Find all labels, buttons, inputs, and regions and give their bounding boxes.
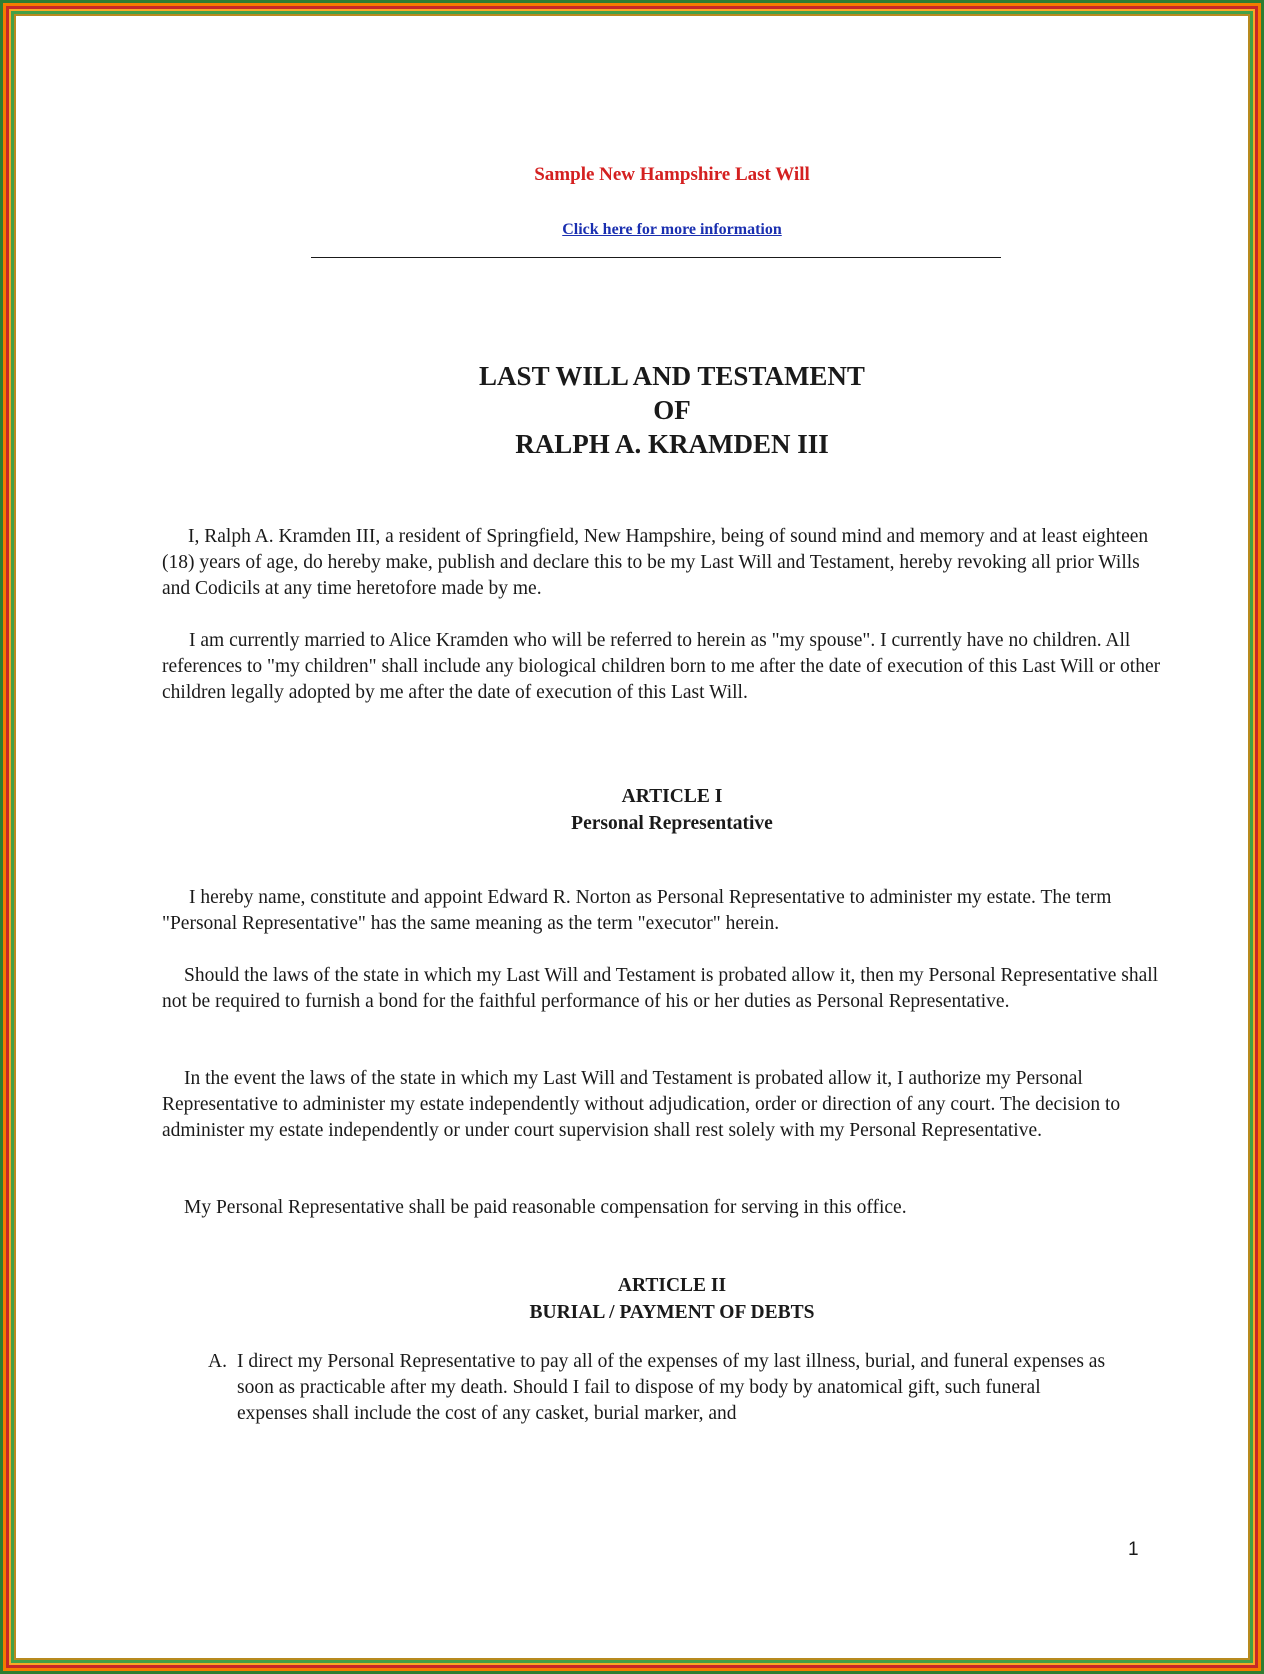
list-marker: A. [208, 1351, 227, 1372]
article-1-title: Personal Representative [571, 813, 773, 834]
more-information-link[interactable]: Click here for more information [562, 221, 782, 238]
article-1-paragraph-3: In the event the laws of the state in which my Last Will and Testament is probated allow it, I authorize my Personal Representative to administer my estate independently without adjudication, order or direction of any court. The decision to administer my estate independently or under court supervision shall rest solely with my Personal Representative. [162, 1068, 1121, 1141]
intro-paragraph-2: I am currently married to Alice Kramden who will be referred to herein as "my spouse". I currently have no children. All references to "my children" shall include any biological children born to me after the date of execution of this Last Will or other children legally adopted by me after the date of execution of this Last Will. [162, 630, 1161, 703]
list-item-text: I direct my Personal Representative to pay all of the expenses of my last illness, burial, and funeral expenses as soon as practicable after my death. Should I fail to dispose of my body by anatomical gift, such funeral expenses shall include the cost of any casket, burial marker, and [237, 1351, 1106, 1424]
document-page [16, 16, 1248, 1658]
title-line-1: LAST WILL AND TESTAMENT [479, 361, 865, 391]
article-2-number: ARTICLE II [617, 1275, 727, 1296]
header-divider [311, 257, 1001, 258]
page-number: 1 [1128, 1539, 1139, 1560]
sample-title: Sample New Hampshire Last Will [534, 164, 810, 185]
article-1-paragraph-1: I hereby name, constitute and appoint Edward R. Norton as Personal Representative to administer my estate. The term "Personal Representative" has the same meaning as the term "executor" herein. [162, 887, 1112, 934]
article-2-title: BURIAL / PAYMENT OF DEBTS [529, 1302, 815, 1323]
article-1-paragraph-2: Should the laws of the state in which my Last Will and Testament is probated allow it, then my Personal Representative shall not be required to furnish a bond for the faithful performance of his or her duties as Personal Representative. [162, 965, 1159, 1012]
article-2-item-a [208, 1349, 1108, 1427]
article-2-heading [16, 1272, 1264, 1326]
document-title [16, 359, 1264, 461]
article-1-paragraph-4: My Personal Representative shall be paid reasonable compensation for serving in this office. [184, 1197, 907, 1218]
intro-paragraph-1: I, Ralph A. Kramden III, a resident of Springfield, New Hampshire, being of sound mind and memory and at least eighteen (18) years of age, do hereby make, publish and declare this to be my Last Will and Testament, hereby revoking all prior Wills and Codicils at any time heretofore made by me. [162, 526, 1149, 599]
title-line-2: OF [653, 395, 691, 425]
article-1-heading [16, 783, 1264, 837]
title-line-3: RALPH A. KRAMDEN III [515, 429, 829, 459]
article-1-number: ARTICLE I [621, 786, 723, 807]
